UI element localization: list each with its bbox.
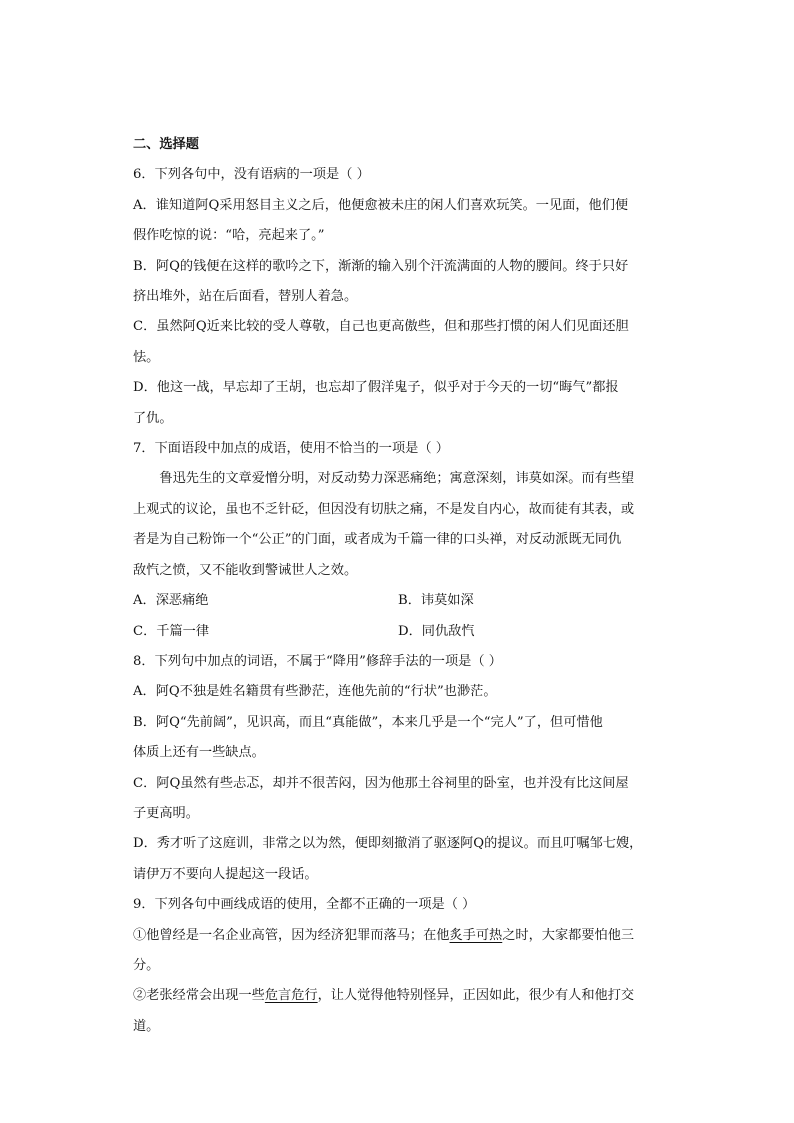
question-9-item-1-text-before: ①他曾经是一名企业高管，因为经济犯罪而落马；在他 xyxy=(133,927,450,943)
question-9-item-2-text-after: ，让人觉得他特别怪异，正因如此，很少有人和他打交 xyxy=(317,988,635,1004)
question-7-option-a: A．深恶痛绝 xyxy=(133,593,209,609)
question-6-stem: 6．下列各句中，没有语病的一项是（ ） xyxy=(133,167,370,183)
question-7-passage-line-1: 鲁迅先生的文章爱憎分明，对反动势力深恶痛绝；寓意深刻，讳莫如深。而有些望 xyxy=(159,471,635,487)
question-6-option-b-line-2: 挤出堆外，站在后面看，替别人着急。 xyxy=(133,289,358,305)
question-9-item-2-line-2: 道。 xyxy=(133,1018,160,1034)
question-7-passage-line-4: 敌忾之愤，又不能收到警诫世人之效。 xyxy=(133,562,358,578)
question-9-item-1-text-after: 之时，大家都要怕他三 xyxy=(502,927,635,943)
question-8-option-b-line-2: 体质上还有一些缺点。 xyxy=(133,745,265,761)
question-8-option-c-line-2: 子更高明。 xyxy=(133,805,199,821)
question-8-option-a: A．阿Q不独是姓名籍贯有些渺茫，连他先前的“行状”也渺茫。 xyxy=(133,684,497,700)
question-8-option-c-line-1: C．阿Q虽然有些忐忑，却并不很苦闷，因为他那土谷祠里的卧室，也并没有比这间屋 xyxy=(133,775,629,791)
question-7-option-c: C．千篇一律 xyxy=(133,623,210,639)
question-6-option-c-line-1: C．虽然阿Q近来比较的受人尊敬，自己也更高傲些，但和那些打惯的闲人们见面还胆 xyxy=(133,319,629,335)
question-6-option-d-line-1: D．他这一战，早忘却了王胡，也忘却了假洋鬼子，似乎对于今天的一切“晦气”都报 xyxy=(133,380,619,396)
underlined-idiom-2: 危言危行 xyxy=(264,988,318,1004)
question-6-option-d-line-2: 了仇。 xyxy=(133,410,173,426)
question-9-stem: 9．下列各句中画线成语的使用，全都不正确的一项是（ ） xyxy=(133,897,476,913)
question-6-option-c-line-2: 怯。 xyxy=(133,349,160,365)
question-9-item-2-text-before: ②老张经常会出现一些 xyxy=(133,988,265,1004)
question-8-option-d-line-2: 请伊万不要向人提起这一段话。 xyxy=(133,866,318,882)
question-6-option-a-line-1: A．谁知道阿Q采用怒目主义之后，他便愈被未庄的闲人们喜欢玩笑。一见面，他们便 xyxy=(133,197,629,213)
question-9-item-1-line-2: 分。 xyxy=(133,957,160,973)
question-7-options-row-2 xyxy=(133,617,663,647)
question-8-stem: 8．下列句中加点的词语，不属于“降用”修辞手法的一项是（ ） xyxy=(133,653,502,669)
question-7-passage-line-3: 者是为自己粉饰一个“公正”的门面，或者成为千篇一律的口头禅，对反动派既无同仇 xyxy=(133,532,622,548)
question-7-option-d: D．同仇敌忾 xyxy=(398,623,475,639)
question-8-option-b-line-1: B．阿Q“先前阔”，见识高，而且“真能做”，本来几乎是一个“完人”了，但可惜他 xyxy=(133,714,603,730)
question-6-option-a-line-2: 假作吃惊的说：“哈，亮起来了。” xyxy=(133,228,325,244)
question-6-option-b-line-1: B．阿Q的钱便在这样的歌吟之下，渐渐的输入别个汗流满面的人物的腰间。终于只好 xyxy=(133,258,629,274)
question-9-item-2-line-1 xyxy=(133,981,663,1011)
question-9-item-1-line-1 xyxy=(133,921,663,951)
question-7-passage-line-2: 上观式的议论，虽也不乏针砭，但因没有切肤之痛，不是发自内心，故而徒有其表，或 xyxy=(133,501,635,517)
section-title: 二、选择题 xyxy=(133,137,199,152)
underlined-idiom-1: 炙手可热 xyxy=(449,927,503,943)
question-7-option-b: B．讳莫如深 xyxy=(398,593,474,609)
exam-page xyxy=(133,130,663,1042)
question-7-options-row-1 xyxy=(133,586,663,616)
question-7-stem: 7．下面语段中加点的成语，使用不恰当的一项是（ ） xyxy=(133,441,449,457)
question-8-option-d-line-1: D．秀才听了这庭训，非常之以为然，便即刻撤消了驱逐阿Q的提议。而且叮嘱邹七嫂， xyxy=(133,836,643,852)
